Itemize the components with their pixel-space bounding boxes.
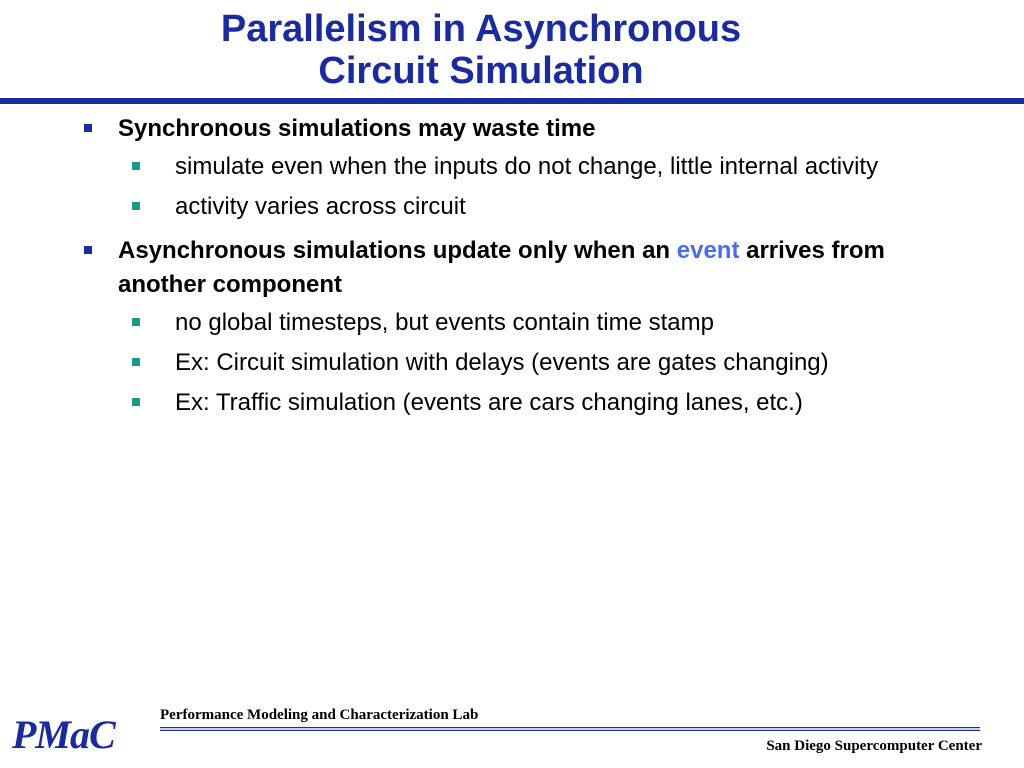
bullet-level2 xyxy=(78,306,978,340)
square-bullet-icon xyxy=(84,246,92,254)
title-line-2: Circuit Simulation xyxy=(318,50,644,92)
bullet-text: no global timesteps, but events contain time stamp xyxy=(175,309,714,336)
title-line-1: Parallelism in Asynchronous xyxy=(220,8,742,50)
square-bullet-icon xyxy=(132,202,140,210)
bullet-list xyxy=(78,112,978,420)
bullet-text-before: Asynchronous simulations update only when an xyxy=(118,237,677,264)
footer-center-name: San Diego Supercomputer Center xyxy=(766,738,982,754)
event-highlight: event xyxy=(676,237,740,264)
square-bullet-icon xyxy=(132,318,140,326)
bullet-level2 xyxy=(78,386,978,420)
slide-title xyxy=(100,8,862,92)
footer-divider xyxy=(160,727,980,731)
bullet-text: Ex: Circuit simulation with delays (events are gates changing) xyxy=(175,349,829,376)
bullet-text: simulate even when the inputs do not change, little internal activity xyxy=(175,153,879,180)
bullet-level2 xyxy=(78,346,978,380)
square-bullet-icon xyxy=(132,398,140,406)
square-bullet-icon xyxy=(132,162,140,170)
bullet-text-after: arrives from another component xyxy=(118,237,885,298)
bullet-text: Ex: Traffic simulation (events are cars changing lanes, etc.) xyxy=(175,389,803,416)
pmac-logo: PMaC xyxy=(12,712,115,757)
title-divider xyxy=(0,98,1024,104)
bullet-level2 xyxy=(78,150,978,184)
footer-lab-name: Performance Modeling and Characterization Lab xyxy=(160,707,479,723)
bullet-text: Synchronous simulations may waste time xyxy=(118,115,596,142)
bullet-level1 xyxy=(78,112,978,146)
bullet-level1 xyxy=(78,234,978,302)
bullet-text: activity varies across circuit xyxy=(175,193,466,220)
square-bullet-icon xyxy=(84,124,92,132)
square-bullet-icon xyxy=(132,358,140,366)
bullet-level2 xyxy=(78,190,978,224)
